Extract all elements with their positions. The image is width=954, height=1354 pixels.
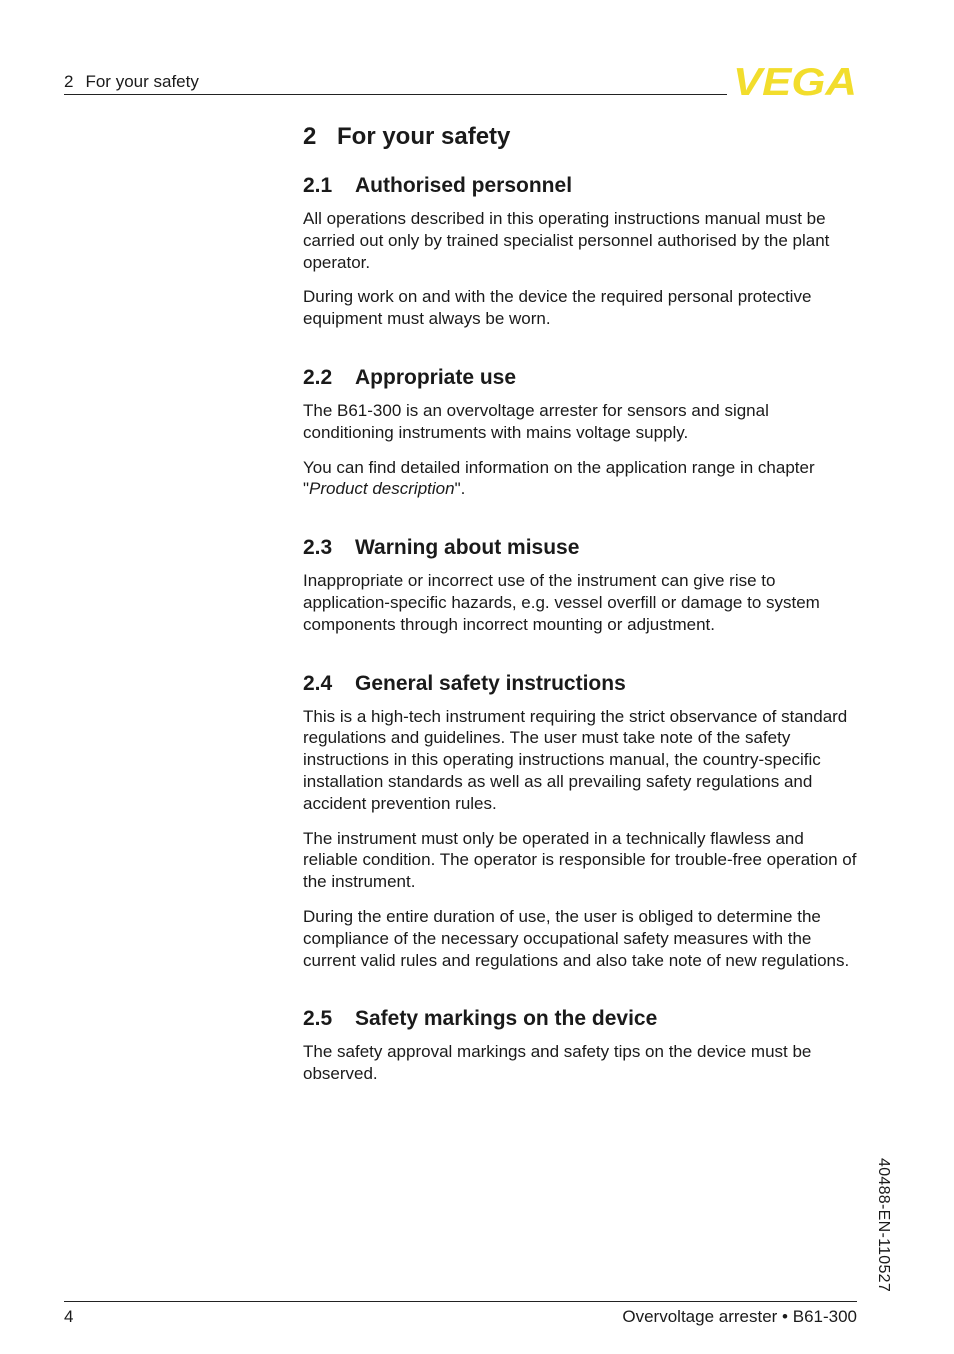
section-number: 2.1: [303, 174, 333, 197]
header-divider: [64, 94, 727, 95]
chapter-number: 2: [303, 123, 317, 150]
section-heading: [303, 363, 863, 393]
paragraph: During work on and with the device the required personal protective equipment must always be worn.: [303, 287, 812, 329]
section-number: 2.4: [303, 671, 333, 695]
section-number: 2.2: [303, 365, 333, 389]
vega-logo: [733, 64, 857, 98]
section-title: Authorised personnel: [355, 174, 573, 197]
paragraph-with-reference: [303, 457, 863, 501]
chapter-title: For your safety: [337, 123, 511, 150]
main-content: [303, 120, 863, 1085]
section-heading: [303, 533, 863, 563]
section-appropriate-use: [303, 363, 863, 500]
running-header: [64, 72, 199, 92]
paragraph: Inappropriate or incorrect use of the instrument can give rise to application-specific hazards, e.g. vessel overfill or damage to system components through incorrect mounting or adjustment.: [303, 571, 820, 634]
section-warning-misuse: [303, 533, 863, 635]
header-section-title: For your safety: [85, 72, 199, 91]
page-number: 4: [64, 1307, 74, 1326]
paragraph: The B61-300 is an overvoltage arrester for sensors and signal conditioning instruments with mains voltage supply.: [303, 400, 769, 442]
section-title: General safety instructions: [355, 671, 626, 695]
section-title: Warning about misuse: [355, 536, 580, 560]
paragraph: This is a high-tech instrument requiring the strict observance of standard regulations and guidelines. The user must take note of the safety instructions in this operating instructions manual, the country-specific installation standards as well as all prevailing safety regulations and accident prevention rules.: [303, 706, 848, 813]
paragraph: The safety approval markings and safety tips on the device must be observed.: [303, 1042, 812, 1084]
reference-text: You can find detailed information on the application range in chapter ": [303, 457, 815, 499]
section-heading: [303, 669, 863, 699]
section-title: Appropriate use: [355, 365, 517, 389]
reference-text-end: ".: [454, 479, 466, 499]
section-heading: [303, 1004, 863, 1034]
paragraph: All operations described in this operating instructions manual must be carried out only by trained specialist personnel authorised by the plant operator.: [303, 209, 830, 272]
section-authorised-personnel: [303, 171, 863, 330]
section-number: 2.5: [303, 1007, 333, 1031]
section-safety-markings: [303, 1004, 863, 1085]
paragraph: The instrument must only be operated in a technically flawless and reliable condition. The operator is responsible for trouble-free operation of the instrument.: [303, 828, 857, 892]
svg-text:VEGA: VEGA: [733, 64, 857, 98]
section-title: Safety markings on the device: [355, 1007, 658, 1031]
chapter-heading: [303, 120, 863, 154]
section-heading: [303, 171, 863, 201]
footer-title: Overvoltage arrester • B61-300: [622, 1307, 857, 1326]
document-code: 40488-EN-110527: [875, 1158, 892, 1293]
section-general-safety: [303, 669, 863, 972]
footer-divider: [64, 1301, 857, 1302]
header-section-number: 2: [64, 72, 74, 91]
paragraph: During the entire duration of use, the user is obliged to determine the compliance of the necessary occupational safety measures with the current valid rules and regulations and also take note of new regulations.: [303, 906, 850, 970]
chapter-reference: Product description: [309, 479, 455, 499]
section-number: 2.3: [303, 536, 333, 560]
